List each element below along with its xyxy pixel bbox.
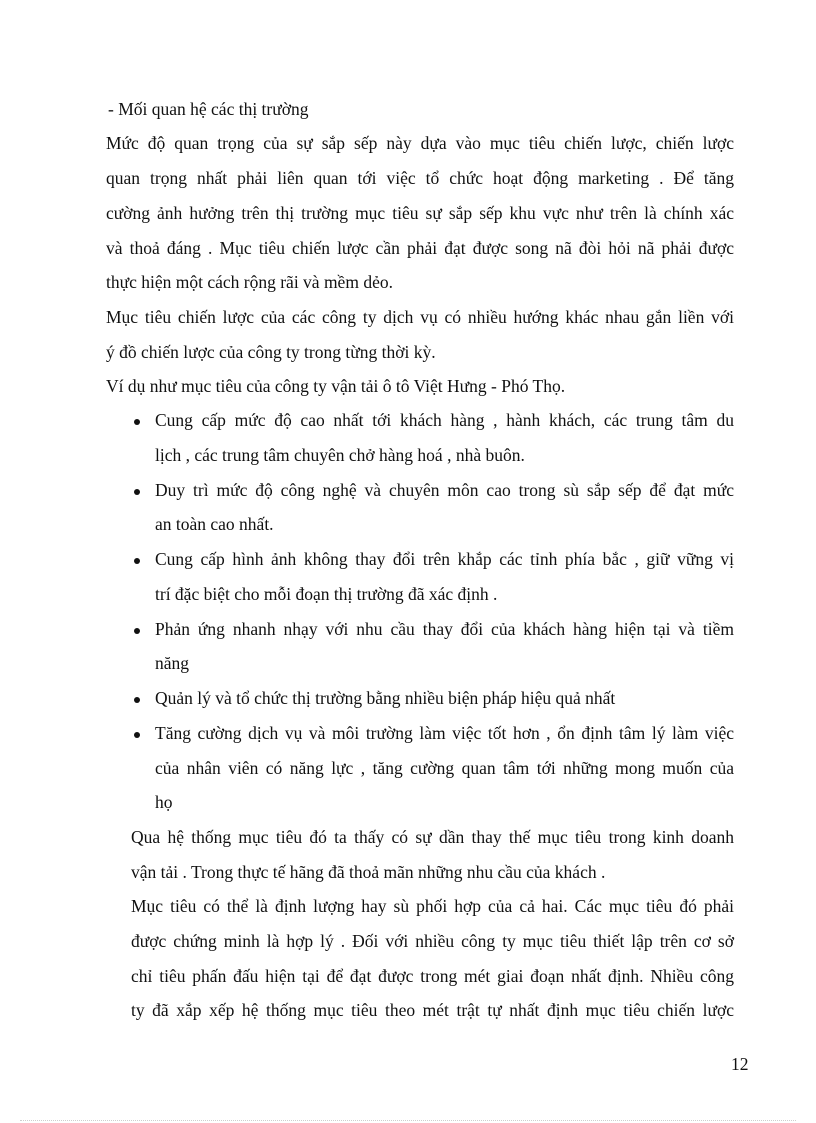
bullet-line: Phản ứng nhanh nhạy với nhu cầu thay đổi của khách hàng hiện tại và tiềm bbox=[155, 619, 734, 639]
paragraph-line: Qua hệ thống mục tiêu đó ta thấy có sự dần thay thế mục tiêu trong kinh doanh bbox=[131, 827, 734, 847]
bullet-line: của nhân viên có năng lực , tăng cường quan tâm tới những mong muốn của bbox=[155, 758, 734, 778]
page-bottom-divider bbox=[20, 1120, 796, 1121]
paragraph-line: Ví dụ như mục tiêu của công ty vận tải ô tô Việt Hưng - Phó Thọ. bbox=[106, 376, 566, 396]
paragraph-line: và thoả đáng . Mục tiêu chiến lược cần phải đạt được song nã đòi hỏi nã phải được bbox=[106, 238, 734, 258]
paragraph-line: ty đã xắp xếp hệ thống mục tiêu theo mét trật tự nhất định mục tiêu chiến lược bbox=[131, 1000, 734, 1020]
paragraph-line: cường ảnh hưởng trên thị trường mục tiêu sự sắp sếp khu vực như trên là chính xác bbox=[106, 203, 734, 223]
paragraph-line: được chứng minh là hợp lý . Đối với nhiều công ty mục tiêu thiết lập trên cơ sở bbox=[131, 931, 734, 951]
bullet-icon bbox=[134, 558, 140, 564]
bullet-icon bbox=[134, 489, 140, 495]
bullet-line: lịch , các trung tâm chuyên chở hàng hoá , nhà buôn. bbox=[155, 445, 525, 465]
bullet-icon bbox=[134, 419, 140, 425]
bullet-line: Quản lý và tổ chức thị trường bằng nhiều biện pháp hiệu quả nhất bbox=[155, 688, 616, 708]
paragraph-line: Mục tiêu chiến lược của các công ty dịch vụ có nhiều hướng khác nhau gắn liền với bbox=[106, 307, 734, 327]
paragraph-line: thực hiện một cách rộng rãi và mềm dẻo. bbox=[106, 272, 393, 292]
paragraph-line: Mục tiêu có thể là định lượng hay sù phối hợp của cả hai. Các mục tiêu đó phải bbox=[131, 896, 734, 916]
bullet-line: Cung cấp mức độ cao nhất tới khách hàng , hành khách, các trung tâm du bbox=[155, 410, 734, 430]
bullet-line: Cung cấp hình ảnh không thay đổi trên khắp các tỉnh phía bắc , giữ vững vị bbox=[155, 549, 734, 569]
bullet-line: trí đặc biệt cho mỗi đoạn thị trường đã xác định . bbox=[155, 584, 498, 604]
bullet-icon bbox=[134, 628, 140, 634]
paragraph-line: quan trọng nhất phải liên quan tới việc tổ chức hoạt động marketing . Để tăng bbox=[106, 168, 734, 188]
section-heading: - Mối quan hệ các thị trường bbox=[108, 99, 309, 119]
bullet-line: Duy trì mức độ công nghệ và chuyên môn cao trong sù sắp sếp để đạt mức bbox=[155, 480, 734, 500]
paragraph-line: ý đồ chiến lược của công ty trong từng thời kỳ. bbox=[106, 342, 436, 362]
paragraph-line: Mức độ quan trọng của sự sắp sếp này dựa vào mục tiêu chiến lược, chiến lược bbox=[106, 133, 734, 153]
page-number: 12 bbox=[731, 1054, 749, 1074]
bullet-icon bbox=[134, 732, 140, 738]
bullet-icon bbox=[134, 697, 140, 703]
bullet-line: an toàn cao nhất. bbox=[155, 514, 274, 534]
bullet-line: Tăng cường dịch vụ và môi trường làm việc tốt hơn , ổn định tâm lý làm việc bbox=[155, 723, 734, 743]
paragraph-line: chỉ tiêu phấn đấu hiện tại để đạt được trong mét giai đoạn nhất định. Nhiều công bbox=[131, 966, 734, 986]
paragraph-line: vận tải . Trong thực tế hãng đã thoả mãn những nhu cầu của khách . bbox=[131, 862, 606, 882]
bullet-line: họ bbox=[155, 792, 173, 812]
bullet-line: năng bbox=[155, 653, 190, 673]
